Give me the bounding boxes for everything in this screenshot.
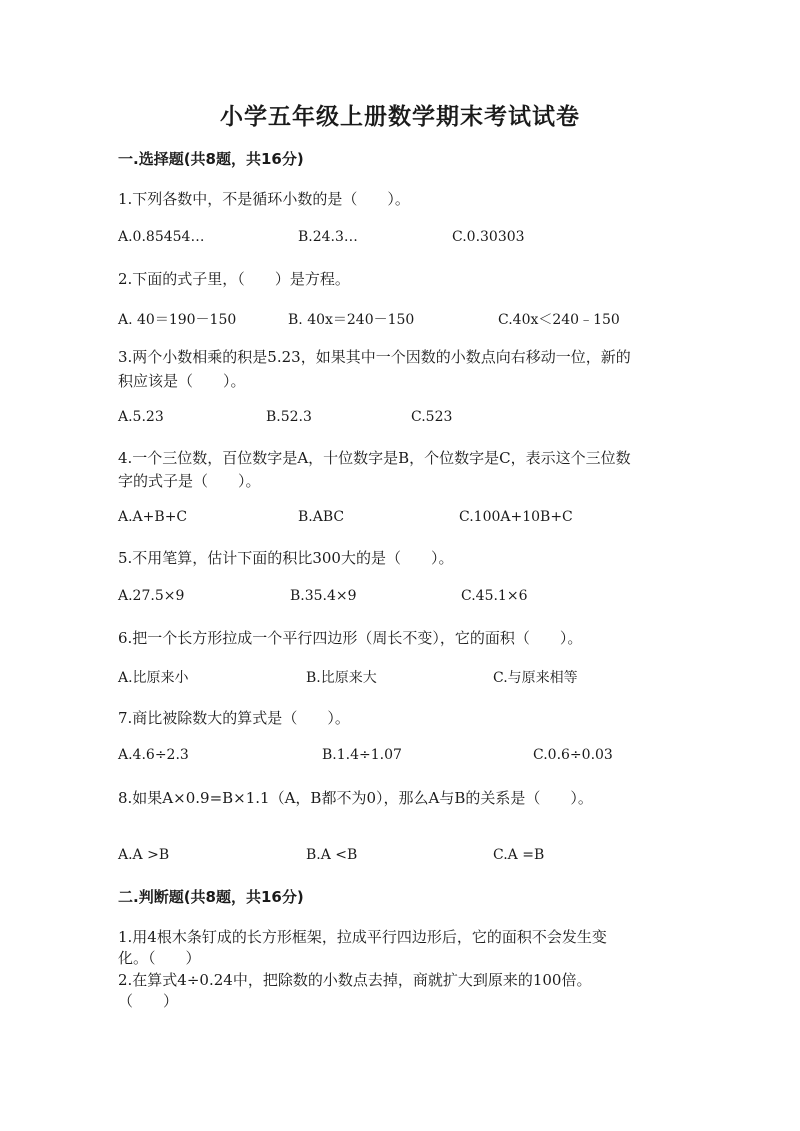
q6-option-b: B.比原来大 bbox=[306, 670, 377, 686]
q5-option-c: C.45.1×6 bbox=[461, 588, 528, 604]
section-heading-choice: 一.选择题(共8题，共16分) bbox=[118, 150, 304, 168]
question-5: 5.不用笔算，估计下面的积比300大的是（ ）。 bbox=[118, 549, 454, 567]
judgment-1-line-2: 化。（ ） bbox=[118, 949, 201, 967]
q7-option-b: B.1.4÷1.07 bbox=[322, 747, 402, 763]
q8-option-a: A.A >B bbox=[118, 847, 170, 863]
q2-option-c: C.40x＜240﹣150 bbox=[498, 312, 620, 328]
section-heading-judgment: 二.判断题(共8题，共16分) bbox=[118, 888, 304, 906]
judgment-1-line-1: 1.用4根木条钉成的长方形框架，拉成平行四边形后，它的面积不会发生变 bbox=[118, 928, 607, 946]
q3-option-a: A.5.23 bbox=[118, 409, 164, 425]
question-4-line-1: 4.一个三位数，百位数字是A，十位数字是B，个位数字是C，表示这个三位数 bbox=[118, 449, 631, 467]
question-3-line-2: 积应该是（ ）。 bbox=[118, 372, 246, 390]
q6-option-c: C.与原来相等 bbox=[493, 670, 578, 686]
question-3-line-1: 3.两个小数相乘的积是5.23，如果其中一个因数的小数点向右移动一位，新的 bbox=[118, 348, 631, 366]
judgment-2-line-1: 2.在算式4÷0.24中，把除数的小数点去掉，商就扩大到原来的100倍。 bbox=[118, 971, 592, 989]
q5-option-a: A.27.5×9 bbox=[118, 588, 185, 604]
q2-option-a: A. 40＝190－150 bbox=[118, 312, 237, 328]
question-2: 2.下面的式子里，（ ）是方程。 bbox=[118, 270, 350, 288]
question-8: 8.如果A×0.9=B×1.1（A，B都不为0），那么A与B的关系是（ ）。 bbox=[118, 789, 593, 807]
q6-option-a: A.比原来小 bbox=[118, 670, 189, 686]
q8-option-c: C.A =B bbox=[493, 847, 545, 863]
q5-option-b: B.35.4×9 bbox=[290, 588, 357, 604]
q1-option-c: C.0.30303 bbox=[452, 229, 525, 245]
page-title: 小学五年级上册数学期末考试试卷 bbox=[220, 103, 580, 130]
q1-option-b: B.24.3… bbox=[298, 229, 358, 245]
question-4-line-2: 字的式子是（ ）。 bbox=[118, 472, 261, 490]
q1-option-a: A.0.85454… bbox=[118, 229, 205, 245]
q3-option-c: C.523 bbox=[411, 409, 453, 425]
q4-option-c: C.100A+10B+C bbox=[459, 509, 573, 525]
q2-option-b: B. 40x＝240－150 bbox=[288, 312, 415, 328]
q7-option-c: C.0.6÷0.03 bbox=[533, 747, 613, 763]
q7-option-a: A.4.6÷2.3 bbox=[118, 747, 189, 763]
question-1: 1.下列各数中，不是循环小数的是（ ）。 bbox=[118, 190, 410, 208]
q4-option-a: A.A+B+C bbox=[118, 509, 188, 525]
q3-option-b: B.52.3 bbox=[266, 409, 312, 425]
q8-option-b: B.A <B bbox=[306, 847, 358, 863]
question-6: 6.把一个长方形拉成一个平行四边形（周长不变），它的面积（ ）。 bbox=[118, 629, 583, 647]
judgment-2-line-2: （ ） bbox=[118, 992, 179, 1010]
question-7: 7.商比被除数大的算式是（ ）。 bbox=[118, 709, 350, 727]
q4-option-b: B.ABC bbox=[298, 509, 345, 525]
